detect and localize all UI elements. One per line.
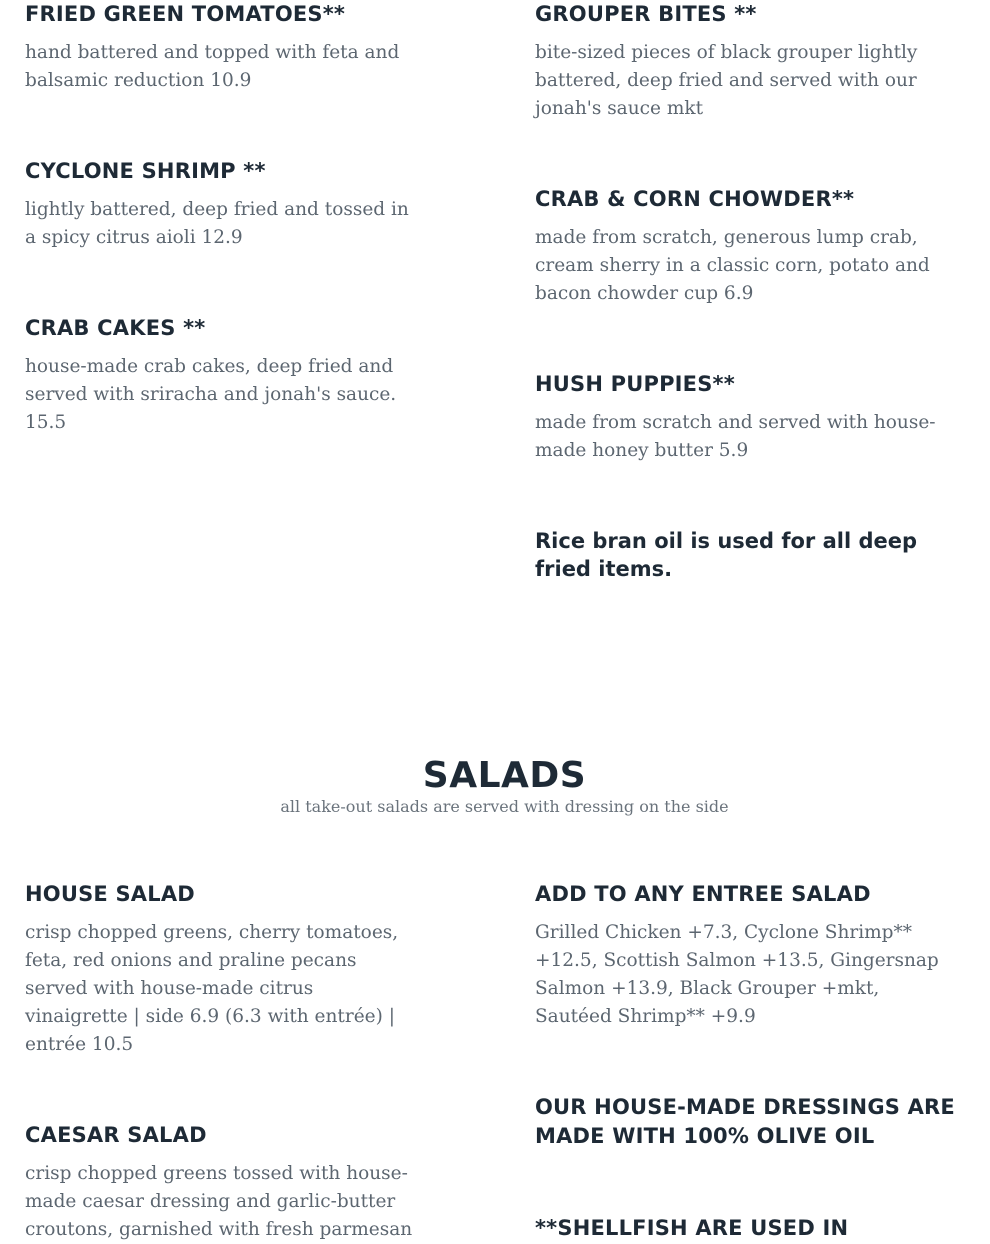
menu-item-title: CRAB CAKES ** — [25, 316, 206, 340]
menu-item-grouper-bites — [535, 0, 955, 123]
menu-item-add-to-entree-salad — [535, 880, 955, 1031]
shellfish-note — [535, 1214, 955, 1243]
menu-item-description: lightly battered, deep fried and tossed in a spicy citrus aioli 12.9 — [25, 199, 409, 248]
menu-item-description: bite-sized pieces of black grouper lightly battered, deep fried and served with our jonah's sauce mkt — [535, 42, 918, 119]
dressings-note-title: OUR HOUSE-MADE DRESSINGS ARE MADE WITH 100% OLIVE OIL — [535, 1095, 955, 1148]
shellfish-note-title: **SHELLFISH ARE USED IN — [535, 1216, 849, 1240]
menu-item-title: CRAB & CORN CHOWDER** — [535, 187, 855, 211]
menu-item-description: crisp chopped greens, cherry tomatoes, feta, red onions and praline pecans served with house-made citrus vinaigrette | side 6.9 (6.3 with entrée) | entrée 10.5 — [25, 922, 399, 1055]
menu-item-title: HOUSE SALAD — [25, 882, 195, 906]
menu-item-title: CAESAR SALAD — [25, 1123, 207, 1147]
menu-item-title: ADD TO ANY ENTREE SALAD — [535, 882, 871, 906]
menu-item-title: HUSH PUPPIES** — [535, 372, 735, 396]
menu-item-house-salad — [25, 880, 420, 1059]
menu-item-crab-cakes — [25, 314, 420, 437]
menu-item-title: FRIED GREEN TOMATOES** — [25, 2, 346, 26]
menu-item-fried-green-tomatoes — [25, 0, 420, 95]
menu-item-hush-puppies — [535, 370, 955, 465]
section-subtitle-salads: all take-out salads are served with dressing on the side — [280, 797, 729, 816]
rice-bran-oil-note: Rice bran oil is used for all deep fried items. — [535, 529, 918, 581]
menu-item-description: made from scratch and served with house-made honey butter 5.9 — [535, 412, 936, 461]
menu-item-crab-corn-chowder — [535, 185, 955, 308]
menu-item-title: GROUPER BITES ** — [535, 2, 757, 26]
menu-item-cyclone-shrimp — [25, 157, 420, 252]
menu-item-description: Grilled Chicken +7.3, Cyclone Shrimp** +12.5, Scottish Salmon +13.5, Gingersnap Salmon +13.9, Black Grouper +mkt, Sautéed Shrimp** +9.9 — [535, 922, 939, 1027]
menu-item-title: CYCLONE SHRIMP ** — [25, 159, 266, 183]
menu-item-description: crisp chopped greens tossed with house-made caesar dressing and garlic-butter croutons, garnished with fresh parmesan — [25, 1163, 413, 1240]
menu-item-description: made from scratch, generous lump crab, cream sherry in a classic corn, potato and bacon chowder cup 6.9 — [535, 227, 930, 304]
menu-item-description: house-made crab cakes, deep fried and served with sriracha and jonah's sauce. 15.5 — [25, 356, 397, 433]
menu-item-description: hand battered and topped with feta and balsamic reduction 10.9 — [25, 42, 400, 91]
section-title-salads: SALADS — [422, 755, 587, 796]
menu-item-caesar-salad — [25, 1121, 420, 1244]
dressings-note — [535, 1093, 965, 1151]
